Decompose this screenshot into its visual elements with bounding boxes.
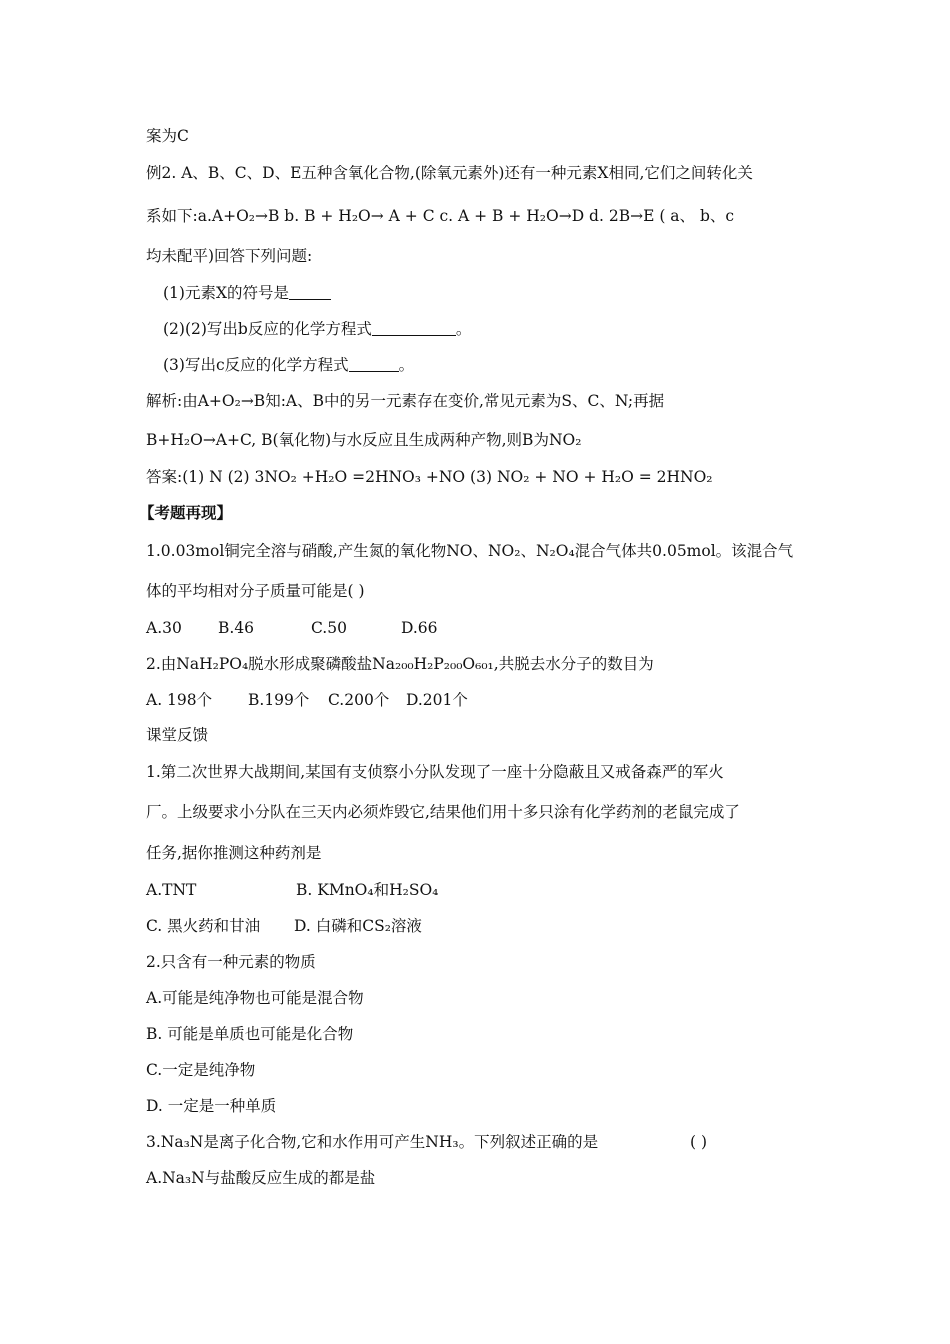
option: C.一定是纯净物 (146, 1061, 256, 1079)
text-line: 厂。上级要求小分队在三天内必须炸毁它,结果他们用十多只涂有化学药剂的老鼠完成了 (146, 803, 740, 821)
example-2-reactions: 系如下:a.A+O₂→B b. B + H₂O→ A + C c. A + B + H₂O→D d. 2B→E ( a、 b、c (146, 207, 735, 225)
answer-line: 答案:(1) N (2) 3NO₂ +H₂O =2HNO₃ +NO (3) NO₂ + NO + H₂O = 2HNO₂ (146, 468, 713, 486)
text-line: 案为C (146, 127, 189, 145)
answer-blank (289, 285, 331, 300)
option: C.200个 (328, 691, 390, 709)
option: A. 198个 (146, 691, 213, 709)
option: B. KMnO₄和H₂SO₄ (296, 881, 439, 899)
question-2 (163, 318, 471, 340)
answer-paren: ( ) (690, 1133, 708, 1151)
question-text: (1)元素X的符号是 (163, 284, 289, 302)
option: D.66 (401, 619, 438, 637)
section-heading: 【考题再现】 (139, 503, 233, 522)
question-1 (163, 282, 331, 304)
example-2-stem: 例2. A、B、C、D、E五种含氧化合物,(除氧元素外)还有一种元素X相同,它们之间转化关 (146, 164, 753, 182)
punct: 。 (455, 320, 472, 338)
option: A.30 (146, 619, 182, 637)
question-text: 3.Na₃N是离子化合物,它和水作用可产生NH₃。下列叙述正确的是 (146, 1133, 599, 1151)
option: B.199个 (248, 691, 310, 709)
analysis-line: B+H₂O→A+C, B(氧化物)与水反应且生成两种产物,则B为NO₂ (146, 431, 582, 449)
option: B. 可能是单质也可能是化合物 (146, 1025, 354, 1043)
section-heading: 课堂反馈 (146, 726, 209, 744)
option: A.TNT (146, 881, 197, 899)
options-row (146, 617, 438, 639)
text-line: 均未配平)回答下列问题: (146, 247, 313, 265)
answer-blank (372, 321, 456, 336)
text-line: 任务,据你推测这种药剂是 (146, 844, 322, 862)
option: D. 白磷和CS₂溶液 (294, 917, 422, 935)
exam-question-1: 1.0.03mol铜完全溶与硝酸,产生氮的氧化物NO、NO₂、N₂O₄混合气体共0.05mol。该混合气 (146, 542, 794, 560)
option: D.201个 (406, 691, 468, 709)
options-row (146, 689, 468, 711)
feedback-question-1: 1.第二次世界大战期间,某国有支侦察小分队发现了一座十分隐蔽且又戒备森严的军火 (146, 763, 724, 781)
punct: 。 (398, 356, 415, 374)
option: A.Na₃N与盐酸反应生成的都是盐 (146, 1169, 376, 1187)
option: B.46 (218, 619, 255, 637)
exam-question-2: 2.由NaH₂PO₄脱水形成聚磷酸盐Na₂₀₀H₂P₂₀₀O₆₀₁,共脱去水分子的数目为 (146, 655, 654, 673)
feedback-question-2: 2.只含有一种元素的物质 (146, 953, 316, 971)
answer-blank (349, 357, 399, 372)
option: A.可能是纯净物也可能是混合物 (146, 989, 364, 1007)
feedback-question-3 (146, 1131, 598, 1153)
options-row (146, 915, 422, 937)
question-text: (3)写出c反应的化学方程式 (163, 356, 349, 374)
analysis-line: 解析:由A+O₂→B知:A、B中的另一元素存在变价,常见元素为S、C、N;再据 (146, 392, 665, 410)
options-row (146, 879, 438, 901)
option: C. 黑火药和甘油 (146, 917, 261, 935)
question-text: (2)(2)写出b反应的化学方程式 (163, 320, 372, 338)
text-line: 体的平均相对分子质量可能是( ) (146, 582, 365, 600)
option: C.50 (311, 619, 347, 637)
question-3 (163, 354, 414, 376)
option: D. 一定是一种单质 (146, 1097, 277, 1115)
